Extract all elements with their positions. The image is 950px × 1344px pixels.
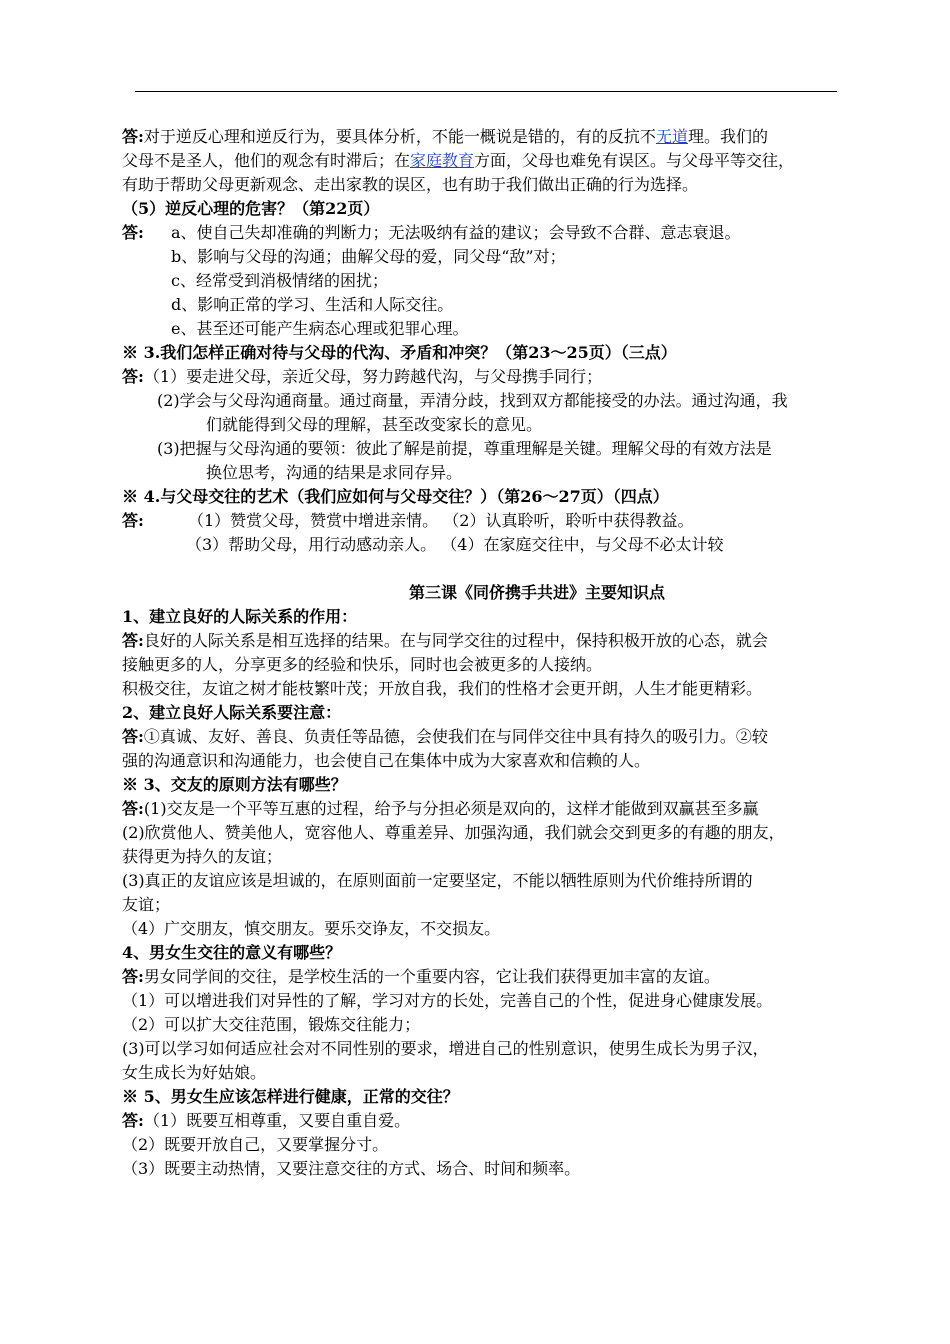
answer-label: 答: <box>122 1111 144 1130</box>
paragraph-line: 接触更多的人，分享更多的经验和快乐，同时也会被更多的人接纳。 <box>122 655 603 674</box>
paragraph-line: 答:（1）既要互相尊重，又要自重自爱。 <box>122 1111 411 1130</box>
answer-label: 答: <box>122 727 144 746</box>
paragraph-line: 友谊； <box>122 895 171 914</box>
paragraph-line: （2）可以扩大交往范围，锻炼交往能力； <box>122 1015 421 1034</box>
paragraph-line: 答: （1）赞赏父母，赞赏中增进亲情。 （2）认真聆听，聆听中获得教益。 <box>122 509 892 533</box>
paragraph-line: (2)学会与父母沟通商量。通过商量，弄清分歧，找到双方都能接受的办法。通过沟通，我 <box>157 391 788 410</box>
answer-label: 答: <box>122 223 144 242</box>
header-rule <box>135 91 837 92</box>
list-item: 答: a、使自己失却准确的判断力；无法吸纳有益的建议；会导致不合群、意志衰退。 <box>122 221 892 245</box>
paragraph-line: 答:对于逆反心理和逆反行为，要具体分析，不能一概说是错的，有的反抗不无道理。我们的 <box>122 127 768 146</box>
paragraph-line: 们就能得到父母的理解，甚至改变家长的意见。 <box>206 415 543 434</box>
question-heading: ※ 3.我们怎样正确对待与父母的代沟、矛盾和冲突？（第23～25页）（三点） <box>122 343 677 362</box>
list-item: b、影响与父母的沟通；曲解父母的爱，同父母“敌”对； <box>171 247 566 266</box>
paragraph-line: （2）既要开放自己，又要掌握分寸。 <box>122 1135 389 1154</box>
paragraph-line: 答:良好的人际关系是相互选择的结果。在与同学交往的过程中，保持积极开放的心态，就会 <box>122 631 768 650</box>
paragraph-line: （4）广交朋友，慎交朋友。要乐交诤友，不交损友。 <box>122 919 501 938</box>
paragraph-line: （3）既要主动热情，又要注意交往的方式、场合、时间和频率。 <box>122 1159 581 1178</box>
answer-label: 答: <box>122 511 144 530</box>
answer-label: 答: <box>122 631 144 650</box>
paragraph-line: 答:(1)交友是一个平等互惠的过程，给予与分担必须是双向的，这样才能做到双赢甚至多赢 <box>122 799 759 818</box>
answer-label: 答: <box>122 127 144 146</box>
paragraph-line: (3)把握与父母沟通的要领：彼此了解是前提，尊重理解是关键。理解父母的有效方法是 <box>157 439 772 458</box>
paragraph-line: 父母不是圣人，他们的观念有时滞后；在家庭教育方面，父母也难免有误区。与父母平等交往， <box>122 151 795 170</box>
paragraph-line: (3)真正的友谊应该是坦诚的，在原则面前一定要坚定，不能以牺牲原则为代价维持所谓的 <box>122 871 753 890</box>
paragraph-line: 答:男女同学间的交往，是学校生活的一个重要内容，它让我们获得更加丰富的友谊。 <box>122 967 720 986</box>
paragraph-line: 积极交往，友谊之树才能枝繁叶茂；开放自我，我们的性格才会更开朗，人生才能更精彩。 <box>122 679 763 698</box>
link-wudao[interactable]: 无道 <box>655 127 688 146</box>
section-title: 第三课《同侪携手共进》主要知识点 <box>408 583 665 602</box>
question-heading: 4、男女生交往的意义有哪些？ <box>122 943 342 962</box>
paragraph-line: 获得更为持久的友谊； <box>122 847 283 866</box>
question-heading: 2、建立良好人际关系要注意： <box>122 703 342 722</box>
list-item: c、经常受到消极情绪的困扰； <box>171 271 388 290</box>
paragraph-line: （3）帮助父母，用行动感动亲人。 （4）在家庭交往中，与父母不必太计较 <box>186 535 724 554</box>
question-heading: ※ 4.与父母交往的艺术（我们应如何与父母交往？）（第26～27页）（四点） <box>122 487 669 506</box>
paragraph-line: 有助于帮助父母更新观念、走出家教的误区，也有助于我们做出正确的行为选择。 <box>122 175 699 194</box>
question-heading: 1、建立良好的人际关系的作用： <box>122 607 358 626</box>
answer-label: 答: <box>122 367 144 386</box>
paragraph-line: 答:（1）要走进父母，亲近父母，努力跨越代沟，与父母携手同行； <box>122 367 603 386</box>
question-heading: （5）逆反心理的危害？（第22页） <box>122 199 380 218</box>
answer-label: 答: <box>122 799 144 818</box>
question-heading: ※ 3、交友的原则方法有哪些？ <box>122 775 347 794</box>
spacer <box>122 557 892 581</box>
paragraph-line: 答:①真诚、友好、善良、负责任等品德，会使我们在与同伴交往中具有持久的吸引力。②较 <box>122 727 768 746</box>
list-item: d、影响正常的学习、生活和人际交往。 <box>171 295 454 314</box>
document-body <box>122 125 892 1181</box>
answer-label: 答: <box>122 967 144 986</box>
paragraph-line: (3)可以学习如何适应社会对不同性别的要求，增进自己的性别意识，使男生成长为男子汉， <box>122 1039 769 1058</box>
paragraph-line: 女生成长为好姑娘。 <box>122 1063 267 1082</box>
paragraph-line: (2)欣赏他人、赞美他人，宽容他人、尊重差异、加强沟通，我们就会交到更多的有趣的朋友， <box>122 823 785 842</box>
paragraph-line: 强的沟通意识和沟通能力，也会使自己在集体中成为大家喜欢和信赖的人。 <box>122 751 651 770</box>
link-family-education[interactable]: 家庭教育 <box>410 151 475 170</box>
paragraph-line: 换位思考，沟通的结果是求同存异。 <box>206 463 463 482</box>
paragraph-line: （1）可以增进我们对异性的了解，学习对方的长处，完善自己的个性，促进身心健康发展。 <box>122 991 773 1010</box>
question-heading: ※ 5、男女生应该怎样进行健康，正常的交往？ <box>122 1087 459 1106</box>
list-item: e、甚至还可能产生病态心理或犯罪心理。 <box>171 319 469 338</box>
